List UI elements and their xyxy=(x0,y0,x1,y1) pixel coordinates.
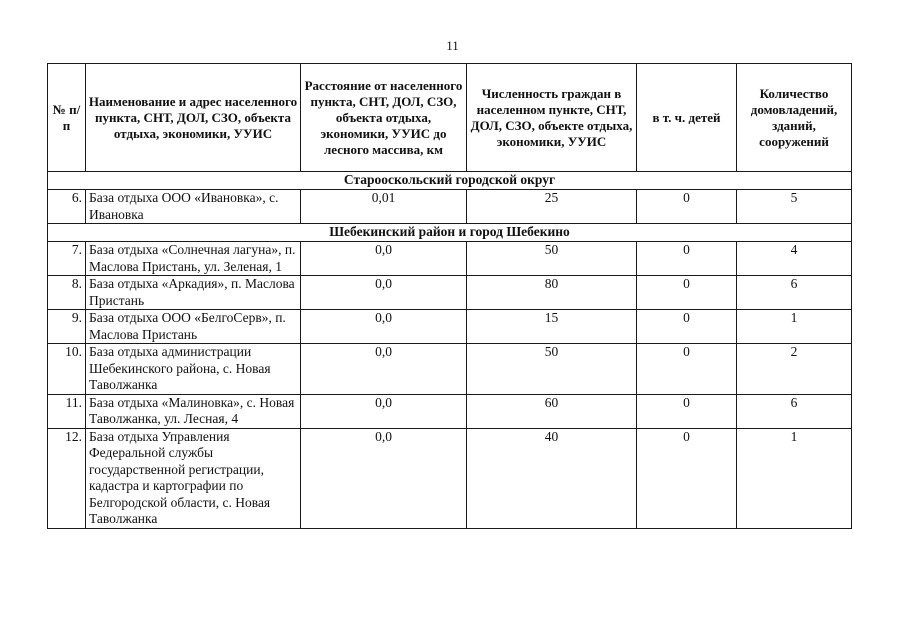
section-title: Шебекинский район и город Шебекино xyxy=(48,224,852,242)
row-distance: 0,0 xyxy=(301,428,467,528)
row-name: База отдыха «Малиновка», с. Новая Таволжанка, ул. Лесная, 4 xyxy=(86,394,301,428)
row-number: 12. xyxy=(48,428,86,528)
row-children: 0 xyxy=(637,394,737,428)
row-distance: 0,0 xyxy=(301,394,467,428)
table-row xyxy=(48,190,852,224)
row-number: 9. xyxy=(48,310,86,344)
row-name: База отдыха ООО «БелгоСерв», п. Маслова Пристань xyxy=(86,310,301,344)
row-number: 6. xyxy=(48,190,86,224)
row-number: 10. xyxy=(48,344,86,395)
row-name: База отдыха Управления Федеральной службы государственной регистрации, кадастра и картографии по Белгородской области, с. Новая Таволжанка xyxy=(86,428,301,528)
row-buildings: 1 xyxy=(737,428,852,528)
row-population: 80 xyxy=(467,276,637,310)
section-header-row xyxy=(48,172,852,190)
table-body xyxy=(48,172,852,529)
row-name: База отдыха администрации Шебекинского района, с. Новая Таволжанка xyxy=(86,344,301,395)
row-population: 60 xyxy=(467,394,637,428)
row-children: 0 xyxy=(637,190,737,224)
row-buildings: 2 xyxy=(737,344,852,395)
row-number: 7. xyxy=(48,242,86,276)
row-distance: 0,0 xyxy=(301,310,467,344)
row-number: 11. xyxy=(48,394,86,428)
row-buildings: 5 xyxy=(737,190,852,224)
row-number: 8. xyxy=(48,276,86,310)
row-population: 50 xyxy=(467,344,637,395)
header-distance: Расстояние от населенного пункта, СНТ, ДОЛ, СЗО, объекта отдыха, экономики, УУИС до лесного массива, км xyxy=(301,64,467,172)
row-children: 0 xyxy=(637,276,737,310)
row-population: 40 xyxy=(467,428,637,528)
table-row xyxy=(48,344,852,395)
table-row xyxy=(48,242,852,276)
header-name: Наименование и адрес населенного пункта, СНТ, ДОЛ, СЗО, объекта отдыха, экономики, УУИС xyxy=(86,64,301,172)
row-buildings: 6 xyxy=(737,276,852,310)
row-population: 50 xyxy=(467,242,637,276)
section-header-row xyxy=(48,224,852,242)
table-row xyxy=(48,428,852,528)
row-buildings: 1 xyxy=(737,310,852,344)
table-row xyxy=(48,310,852,344)
header-num: № п/п xyxy=(48,64,86,172)
page-number: 11 xyxy=(446,38,459,53)
row-name: База отдыха ООО «Ивановка», с. Ивановка xyxy=(86,190,301,224)
section-title: Старооскольский городской округ xyxy=(48,172,852,190)
row-distance: 0,0 xyxy=(301,276,467,310)
row-population: 15 xyxy=(467,310,637,344)
row-distance: 0,0 xyxy=(301,344,467,395)
header-population: Численность граждан в населенном пункте, СНТ, ДОЛ, СЗО, объекте отдыха, экономики, УУИС xyxy=(467,64,637,172)
row-buildings: 6 xyxy=(737,394,852,428)
row-name: База отдыха «Солнечная лагуна», п. Маслова Пристань, ул. Зеленая, 1 xyxy=(86,242,301,276)
table-row xyxy=(48,276,852,310)
row-children: 0 xyxy=(637,310,737,344)
row-children: 0 xyxy=(637,428,737,528)
row-distance: 0,0 xyxy=(301,242,467,276)
header-buildings: Количество домовладений, зданий, сооружений xyxy=(737,64,852,172)
table-header xyxy=(48,64,852,172)
row-distance: 0,01 xyxy=(301,190,467,224)
header-children: в т. ч. детей xyxy=(637,64,737,172)
row-children: 0 xyxy=(637,344,737,395)
settlements-table xyxy=(47,63,852,529)
row-children: 0 xyxy=(637,242,737,276)
row-name: База отдыха «Аркадия», п. Маслова Пристань xyxy=(86,276,301,310)
table-row xyxy=(48,394,852,428)
row-buildings: 4 xyxy=(737,242,852,276)
row-population: 25 xyxy=(467,190,637,224)
